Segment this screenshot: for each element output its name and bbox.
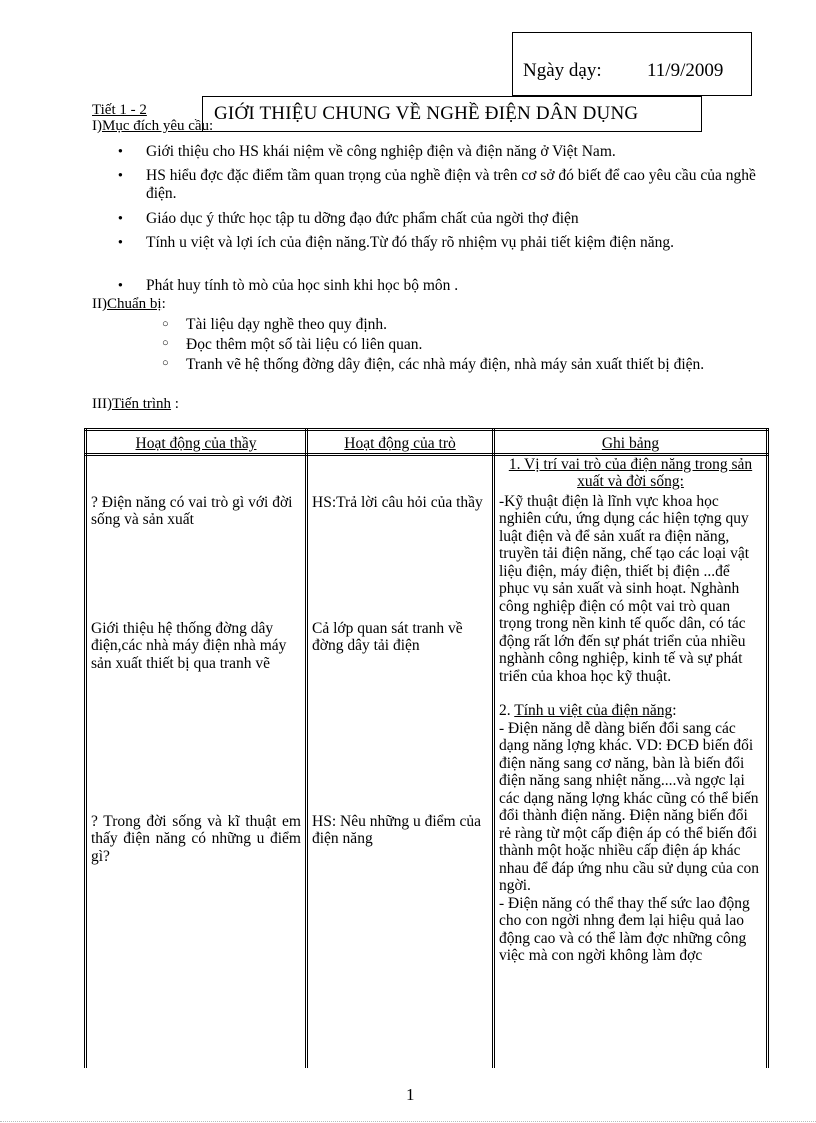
bullet-icon: ● [118, 170, 123, 179]
section-2-heading: II)Chuẩn bị: [92, 296, 166, 312]
table-header-row [86, 430, 768, 455]
teacher-activity: ? Trong đời sống và kĩ thuật em thấy điện năng có những u điểm gì? [91, 812, 301, 865]
lesson-table [84, 428, 769, 1068]
board-heading-2 [499, 702, 762, 720]
col-header-teacher: Hoạt động của thầy [86, 430, 307, 455]
section-3-heading [92, 396, 179, 413]
board-paragraph: -Kỹ thuật điện là lĩnh vực khoa học nghiên cứu, ứng dụng các hiện tợng quy luật điện và để sản xuất ra điện năng, truyền tải điện năng, chế tạo các loại vật liệu điện, máy điện, thiết bị điện ...để phục vụ sản xuất và sinh hoạt. Nghành công nghiệp điện có một vai trò quan trọng trong nền kinh tế quốc dân, có tác động rất lớn đến sự phát triển của nhiều nghành công nghiệp, kinh tế và sự phát triển của khoa học kỹ thuật. [499, 492, 750, 685]
prep-item: Tài liệu dạy nghề theo quy định. [186, 316, 388, 333]
bullet-icon: ● [118, 146, 123, 155]
board-heading-1: 1. Vị trí vai trò của điện năng trong sản xuất và đời sống: [508, 455, 753, 490]
section-3-suffix: : [171, 396, 179, 412]
section-1-title: Mục đích yêu cầu [102, 118, 210, 134]
section-1-heading: I)Mục đích yêu cầu: [92, 118, 214, 134]
board-paragraph: - Điện năng có thể thay thế sức lao động cho con ngời nhng đem lại hiệu quả lao động cao và có thể làm đợc những công việc mà con ngời không làm đợc [499, 894, 750, 964]
objective-item: Phát huy tính tò mò của học sinh khi học bộ môn . [146, 277, 459, 294]
section-3-title: Tiến trình [111, 396, 172, 412]
board-column [494, 454, 768, 1068]
objective-item: Tính u việt và lợi ích của điện năng.Từ đó thấy rõ nhiệm vụ phải tiết kiệm điện năng. [146, 234, 674, 251]
table-row [86, 454, 768, 1068]
section-2-prefix: II) [92, 296, 107, 312]
section-3-prefix: III) [92, 396, 112, 412]
board-paragraph: - Điện năng dễ dàng biến đổi sang các dạng năng lợng khác. VD: ĐCĐ biến đổi điện năng sang cơ năng, bàn là biến đổi điện năng sang nhiệt năng....và ngợc lại các dạng năng lợng khác cũng có thể biến đổi thành điện năng. Điện năng biến đổi rẻ ràng từ một cấp điện áp có thể biến đổi thành một hoặc nhiều cấp điện áp khác nhau để đáp ứng nhu cầu sử dụng của con ngời. [499, 719, 759, 894]
board-heading-2-suffix: : [672, 702, 677, 719]
teacher-activity: ? Điện năng có vai trò gì với đời sống và sản xuất [91, 493, 293, 528]
section-2-title: Chuẩn bị [107, 296, 162, 312]
board-heading-2-number: 2. [499, 702, 515, 719]
student-activity: HS:Trả lời câu hỏi của thầy [312, 493, 483, 511]
objective-item: Giới thiệu cho HS khái niệm về công nghiệp điện và điện năng ở Việt Nam. [146, 143, 616, 160]
bullet-icon: ● [118, 280, 123, 289]
page-bottom-divider [0, 1121, 816, 1122]
circle-bullet-icon: ○ [162, 318, 169, 330]
objective-item: HS hiểu đợc đặc điểm tầm quan trọng của nghề điện và trên cơ sở đó biết để cao yêu cầu của nghề điện. [146, 167, 756, 202]
board-heading-2-title: Tính u việt của điện năng [514, 702, 673, 719]
date-value: 11/9/2009 [647, 60, 724, 81]
date-label: Ngày dạy: [523, 60, 602, 81]
student-activity: Cả lớp quan sát tranh về đờng dây tải điện [312, 619, 463, 654]
student-activity: HS: Nêu những u điểm của điện năng [312, 812, 481, 847]
prep-item: Tranh vẽ hệ thống đờng dây điện, các nhà máy điện, nhà máy sản xuất thiết bị điện. [186, 356, 705, 373]
lesson-number: Tiết 1 - 2 [92, 102, 147, 118]
teacher-column [86, 454, 307, 1068]
section-1-prefix: I) [92, 118, 102, 134]
circle-bullet-icon: ○ [162, 337, 169, 349]
student-column [307, 454, 494, 1068]
objective-item: Giáo dục ý thức học tập tu dỡng đạo đức phẩm chất của ngời thợ điện [146, 210, 579, 227]
circle-bullet-icon: ○ [162, 357, 169, 369]
prep-item: Đọc thêm một số tài liệu có liên quan. [186, 336, 423, 353]
date-box [512, 32, 752, 96]
col-header-board: Ghi bảng [494, 430, 768, 455]
page-number: 1 [406, 1085, 415, 1104]
bullet-icon: ● [118, 213, 123, 222]
bullet-icon: ● [118, 237, 123, 246]
teacher-activity: Giới thiệu hệ thống đờng dây điện,các nhà máy điện nhà máy sản xuất thiết bị qua tranh vẽ [91, 619, 287, 672]
page-title: GIỚI THIỆU CHUNG VỀ NGHỀ ĐIỆN DÂN DỤNG [214, 103, 639, 124]
col-header-student: Hoạt động của trò [307, 430, 494, 455]
